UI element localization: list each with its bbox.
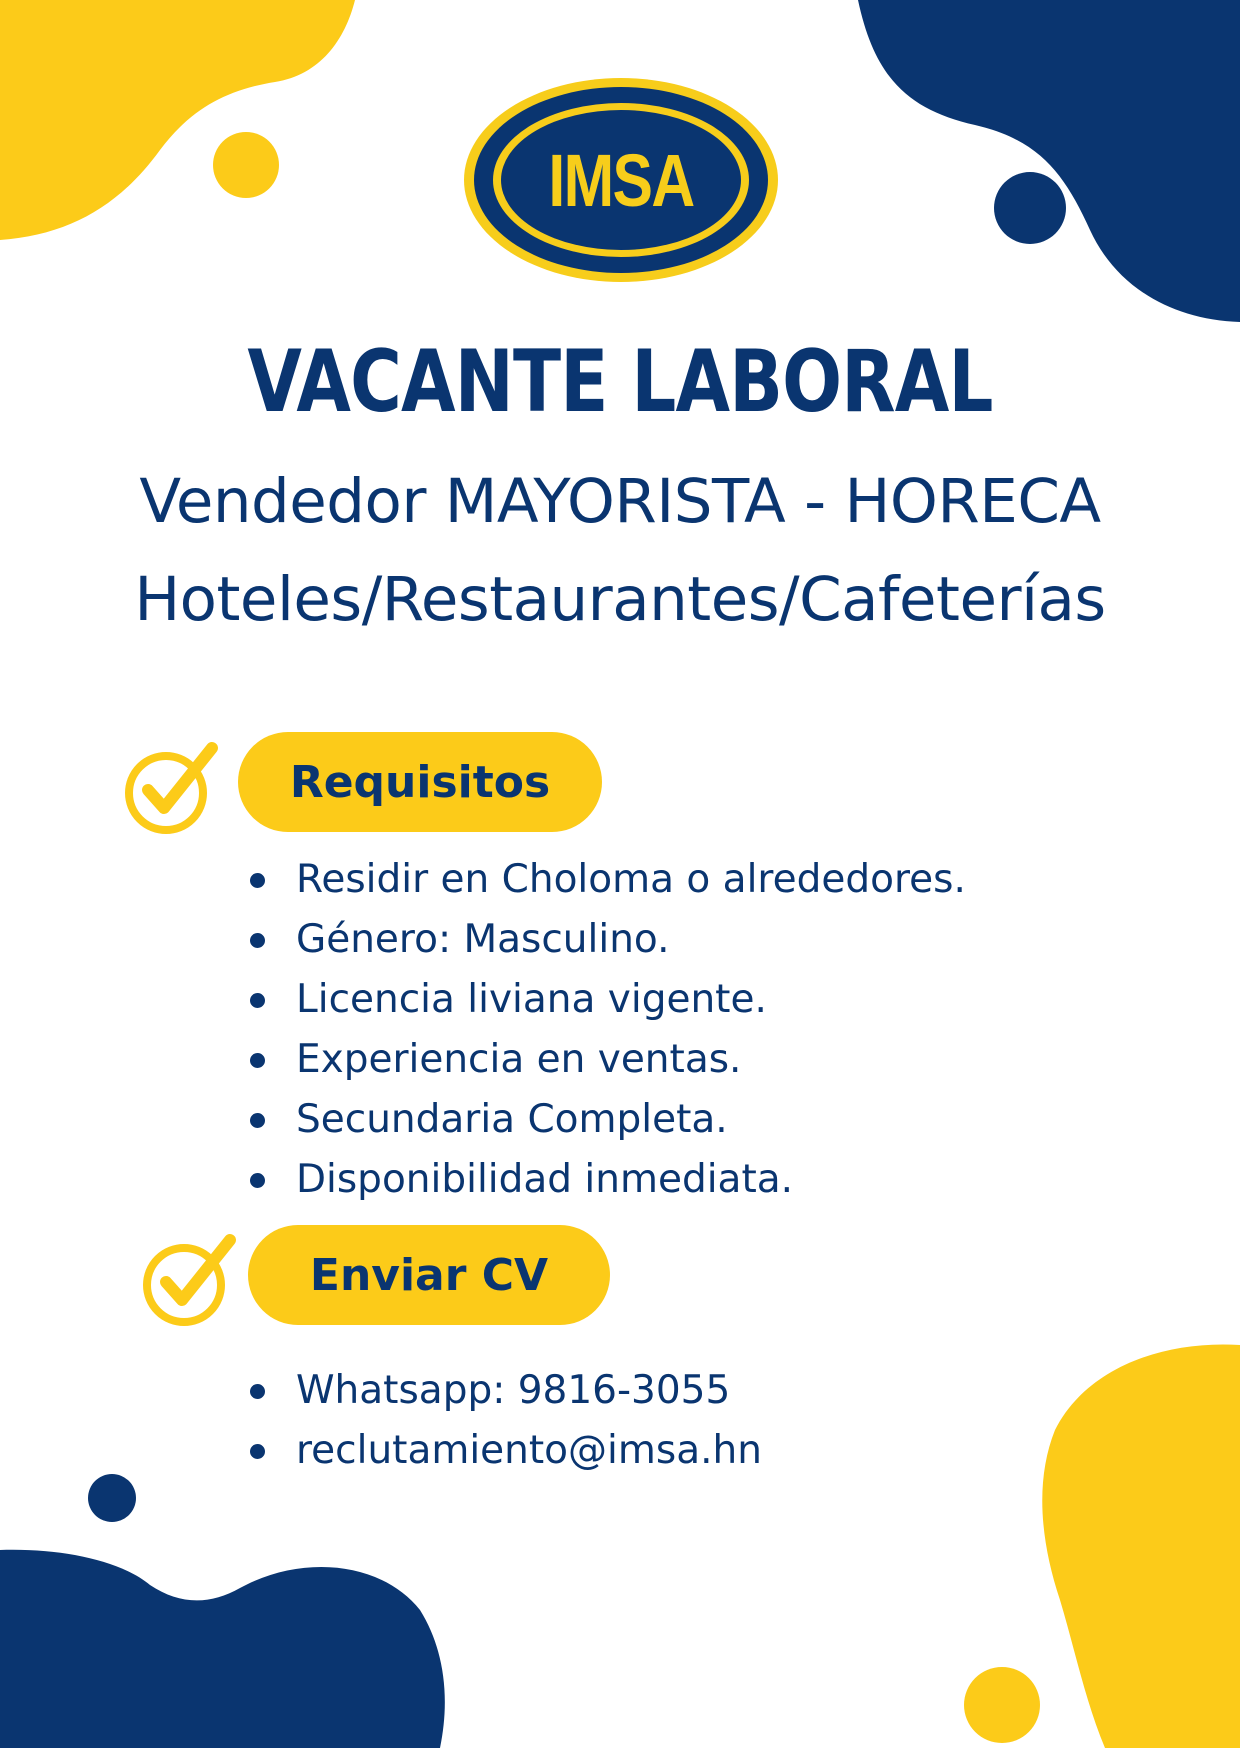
top-right-navy-dot: [994, 172, 1066, 244]
list-item: Licencia liviana vigente.: [248, 970, 966, 1030]
whatsapp-contact: Whatsapp: 9816-3055: [248, 1361, 762, 1421]
bottom-left-navy-blob: [0, 1550, 445, 1748]
list-item: Género: Masculino.: [248, 910, 966, 970]
top-left-yellow-dot: [213, 132, 279, 198]
contact-label: Enviar CV: [248, 1225, 610, 1325]
top-right-navy-blob: [858, 0, 1240, 322]
headline: VACANTE LABORAL: [247, 332, 993, 432]
subtitle-line-1: Vendedor MAYORISTA - HORECA: [139, 466, 1101, 537]
imsa-logo: [462, 76, 780, 284]
list-item: Residir en Choloma o alrededores.: [248, 850, 966, 910]
bottom-right-yellow-dot: [964, 1667, 1040, 1743]
list-item: Secundaria Completa.: [248, 1090, 966, 1150]
check-circle-icon: [140, 1230, 240, 1330]
list-item: Experiencia en ventas.: [248, 1030, 966, 1090]
requirements-list: [248, 850, 966, 1210]
logo-text: IMSA: [548, 138, 694, 222]
requirements-label: Requisitos: [238, 732, 602, 832]
check-circle-icon: [122, 738, 222, 838]
top-left-yellow-blob: [0, 0, 355, 240]
email-contact[interactable]: reclutamiento@imsa.hn: [248, 1421, 762, 1481]
list-item: Disponibilidad inmediata.: [248, 1150, 966, 1210]
subtitle-line-2: Hoteles/Restaurantes/Cafeterías: [134, 564, 1106, 635]
bottom-right-yellow-blob: [1042, 1344, 1240, 1748]
bottom-left-navy-dot: [88, 1474, 136, 1522]
contact-list: [248, 1361, 762, 1481]
